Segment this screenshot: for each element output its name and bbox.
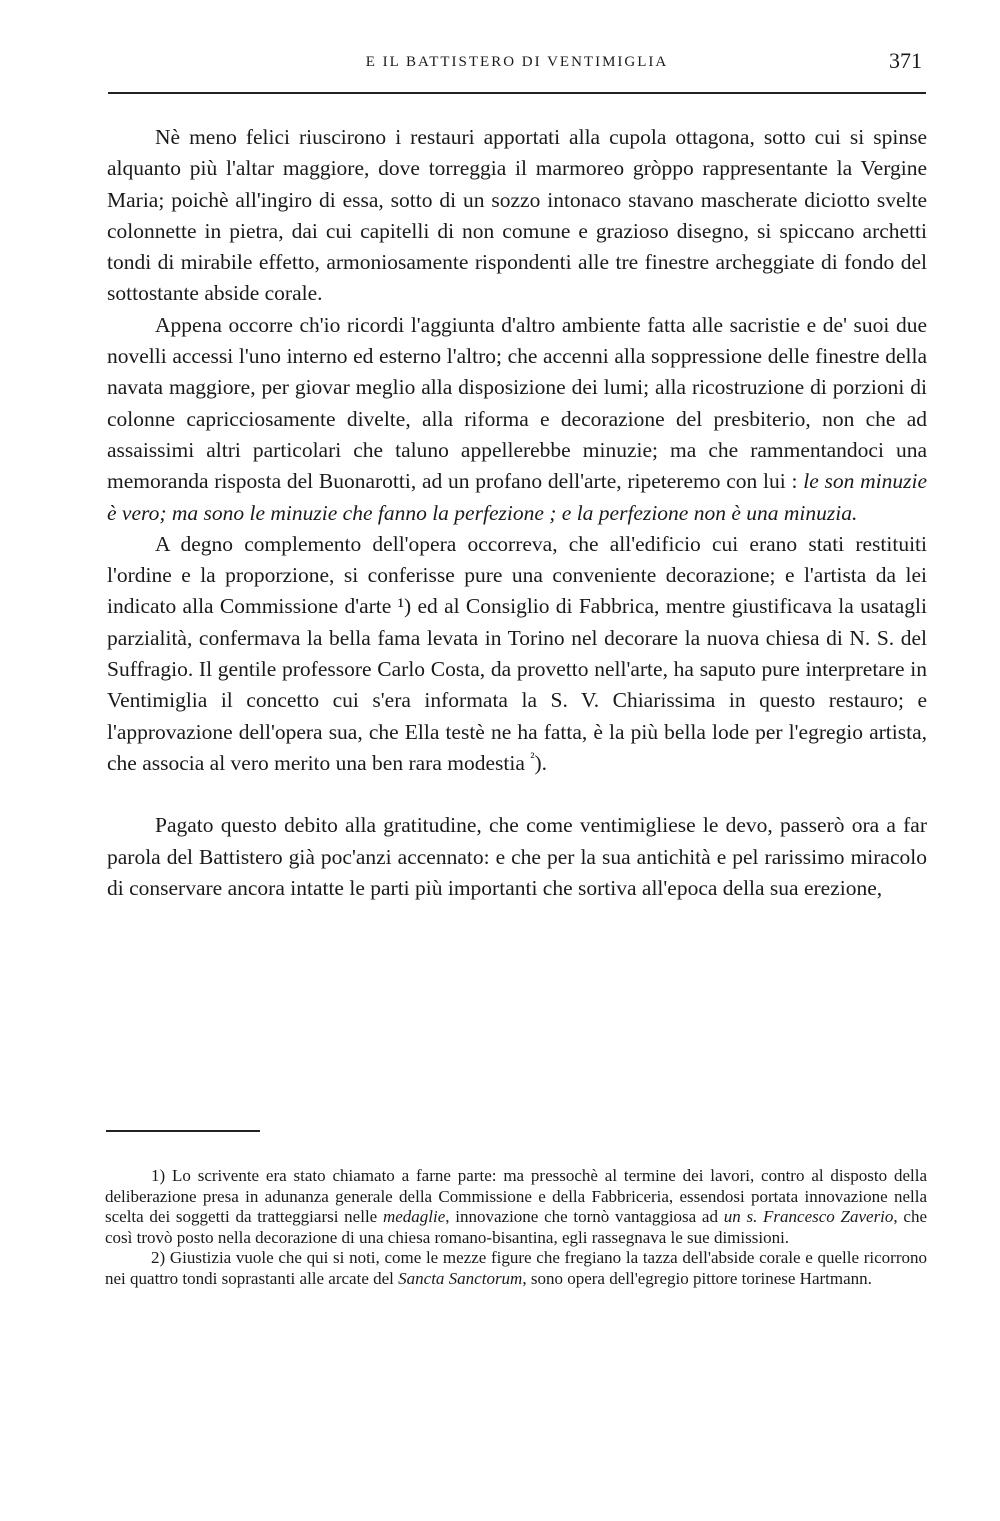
footnote-1-text-b: , innovazione che tornò vantaggiosa ad: [445, 1207, 718, 1227]
footnote-ref-2: ²: [530, 750, 535, 766]
footnote-2: [105, 1248, 927, 1289]
paragraph-1-text: Nè meno felici riuscirono i restauri apportati alla cupola ottagona, sotto cui si spinse alquanto più l'altar maggiore, dove torreggia il marmoreo gròppo rappresentante la Vergine Maria; poichè all'ingiro di essa, sotto di un sozzo intonaco stavano mascherate diciotto svelte colonnette in pietra, dai cui capitelli di non comune e grazioso disegno, si spiccano archetti tondi di mirabile effetto, armoniosamente rispondenti alle tre finestre archeggiate di fondo del sottostante abside corale.: [107, 125, 927, 306]
paragraph-3-text: A degno complemento dell'opera occorreva, che all'edificio cui erano stati restituiti l'ordine e la proporzione, si conferisse pure una conveniente decorazione; e l'artista da lei indicato alla Commissione d'arte: [107, 531, 927, 619]
footnote-2-text-a: 2) Giustizia vuole che qui si noti, come le mezze figure che fregiano la tazza dell'abside corale e quelle ricorrono nei quattro tondi soprastanti alle arcate del: [105, 1248, 927, 1288]
footnote-1: [105, 1166, 927, 1248]
footnote-ref-1: ¹): [397, 594, 412, 619]
running-title: E IL BATTISTERO DI VENTIMIGLIA: [365, 54, 669, 70]
main-text: [107, 122, 927, 904]
footnotes: [105, 1166, 927, 1290]
paragraph-1: [107, 122, 927, 310]
paragraph-3: [107, 529, 927, 779]
buonarotti-quote: le son minuzie è vero; ma sono le minuzie che fanno la perfezione ; e la perfezione non è una minuzia.: [107, 469, 927, 525]
paragraph-4: [107, 810, 927, 904]
footnote-2-italic: Sancta Sanctorum: [398, 1268, 523, 1288]
footnote-1-text-c: , che così trovò posto nella decorazione di una chiesa romano-bisantina, egli rassegnava le sue dimissioni.: [105, 1207, 927, 1247]
footnote-2-text-b: , sono opera dell'egregio pittore torinese Hartmann.: [522, 1268, 872, 1288]
footnote-rule: [106, 1130, 260, 1132]
paragraph-4-text: Pagato questo debito alla gratitudine, che come ventimigliese le devo, passerò ora a far parola del Battistero già poc'anzi accennato: e che per la sua antichità e pel rarissimo miracolo di conservare ancora intatte le parti più importanti che sortiva all'epoca della sua erezione,: [107, 813, 927, 900]
page-number: 371: [889, 48, 922, 73]
footnote-1-italic-2: un s. Francesco Zaverio: [723, 1207, 894, 1227]
paragraph-3-end: ).: [534, 750, 547, 775]
paragraph-2-text: Appena occorre ch'io ricordi l'aggiunta d'altro ambiente fatta alle sacristie e de' suoi due novelli accessi l'uno interno ed esterno l'altro; che accenni alla soppressione delle finestre della navata maggiore, per giovar meglio alla disposizione dei lumi; alla ricostruzione di porzioni di colonne capricciosamente divelte, alla riforma e decorazione del presbiterio, non che ad assaissimi altri particolari che taluno appellerebbe minuzie; ma che rammentandoci una memoranda risposta del Buonarotti, ad un profano dell'arte, ripeteremo con lui :: [107, 312, 927, 494]
paragraph-3-text-b: ed al Consiglio di Fabbrica, mentre giustificava la usatagli parzialità, confermava la bella fama levata in Torino nel decorare la nuova chiesa di N. S. del Suffragio. Il gentile professore Carlo Costa, da provetto nell'arte, ha saputo pure interpretare in Ventimiglia il concetto cui s'era informata la S. V. Chiarissima in questo restauro; e l'approvazione dell'opera sua, che Ella testè ne ha fatta, è la più bella lode per l'egregio artista, che associa al vero merito una ben rara modestia: [107, 594, 927, 775]
running-head: [108, 50, 926, 80]
header-rule: [108, 92, 926, 94]
footnote-1-text-a: 1) Lo scrivente era stato chiamato a farne parte: ma pressochè al termine dei lavori, contro al disposto della deliberazione presa in adunanza generale della Commissione e della Fabbriceria, essendosi portata innovazione nella scelta dei soggetti da tratteggiarsi nelle: [105, 1166, 927, 1227]
paragraph-2: [107, 310, 927, 529]
footnote-1-italic-1: medaglie: [382, 1207, 446, 1227]
